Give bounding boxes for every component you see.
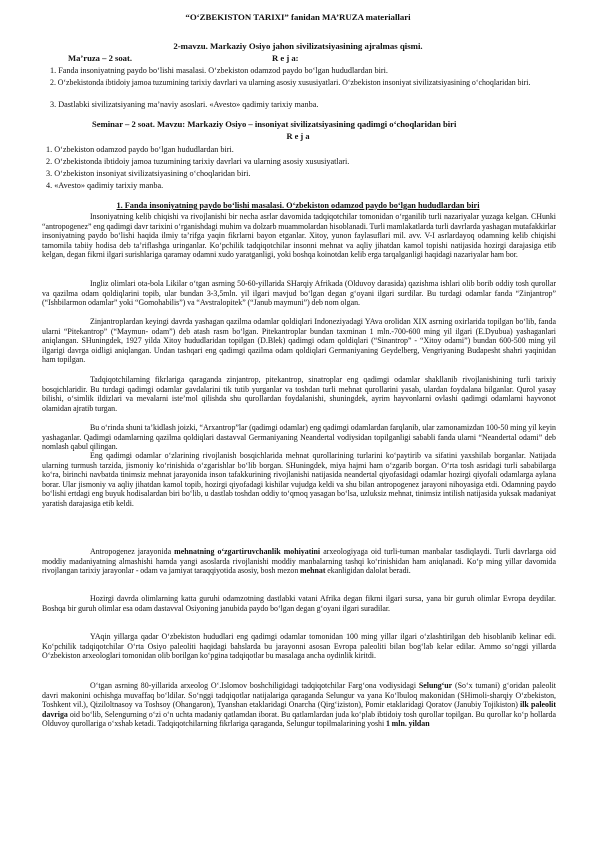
body-paragraph: Zinjantroplardan keyingi davrda yashagan qazilma odamlar qoldiqlari Indoneziyadagi YAva orolidan XIX asrning oxirlarida topilgan bo‘lib, fanda ularni “Pitekantrop” (“Maymun- odam”) deb atash rasm bo‘lgan. Pitekantroplar bundan taxminan 1 mln.-700-600 ming yil ilgari (E.Dyubua) yashaganlari aniqlangan. SHuningdek, 1927 yilda Xitoy hududlaridan topilgan (D.Blek) qadimgi odam qoldiqlari (“Sinantrop” - “Xitoy odami”) bundan 600-500 ming yil ilgarigi davrga oidligi aniqlangan. Undan tashqari eng qadimgi qazilma odam qoldiqlari Germaniyaning Geydelberg, Vengriyaning Budapesht shahri yaqinidan ham topilgan.	[42, 317, 556, 365]
body-paragraph: Bu o‘rinda shuni ta’kidlash joizki, “Arxantrop”lar (qadimgi odamlar) eng qadimgi odamlardan farqlanib, ular zamonamizdan 100-50 ming yil keyin yashaganlar. Qadimgi odamlarning qazilma qoldiqlari dastavval Germaniyaning Neandertal vodiysidan topilganligi sababli fanda ularni “Neandertal odami” deb nomlash qabul qilingan.	[42, 423, 556, 452]
lecture-hours: Ma’ruza – 2 soat.	[68, 53, 132, 63]
topic-heading: 2-mavzu. Markaziy Osiyo jahon sivilizatsiyasining ajralmas qismi.	[173, 41, 423, 51]
body-paragraph: Antropogenez jarayonida mehnatning o‘zgartiruvchanlik mohiyatini arxeologiyaga oid turli-tuman manbalar tasdiqlaydi. Turli davrlarga oid moddiy madaniyatning almashishi hamda yangi asoslarda rivojlanishi moddiy manbalarning tashqi ko‘rinishidan ham aniqlanadi. Ko‘p ming yillar davomida rivojlangan tarixiy jarayonlar - odam va jamiyat taraqqiyotida asosiy, bosh mezon mehnat ekanligidan dalolat beradi.	[42, 547, 557, 576]
seminar-item: 3. O‘zbekiston insoniyat sivilizatsiyasining o‘choqlaridan biri.	[46, 169, 251, 178]
seminar-plan-label: R e j a	[286, 132, 310, 141]
seminar-item: 1. O‘zbekiston odamzod paydo bo‘lgan hududlardan biri.	[46, 145, 234, 154]
body-paragraph: Ingliz olimlari ota-bola Likilar o‘tgan asrning 50-60-yillarida SHarqiy Afrikada (Olduvoy darasida) qazishma ishlari olib borib oddiy tosh qurollar va qazilma odam qoldiqlarini topib, ular bundan 3-3,5mln. yil ilgari mavjud bo‘lgan degan g‘oyani ilgari surdilar. Bu turdagi odamlar fanda “Zinjantrop” (“Ishbilarmon odamlar” yoki “Gomohabilis”) va “Avstralopitek” (“Janub maymuni”) deb nom olgan.	[42, 279, 556, 308]
body-paragraph: Insoniyatning kelib chiqishi va rivojlanishi bir necha asrlar davomida tadqiqotchilar tomonidan o‘rganilib turli nazariyalar yuzaga kelgan. CHunki “antropogenez” eng qadimgi davr tarixini o‘rganishdagi muhim va dolzarb muammolardan hisoblanadi. Turli mamlakatlarda turli davrlarda yashagan mutafakkirlar insoniyatning paydo bo‘lishi haqida ilmiy ta’rifga yaqin fikrlarni bayon etganlar. Xitoy, yunon faylasuflari mil. avv. V-I asrlardayoq odamning kelib chiqishi tamomila tabiiy hodisa deb ta’riflashga uringanlar. Ko‘pchilik tadqiqotchilar insonni mehnat va aqliy jihatdan kamol topishi natijasida hozirgi darajasiga etib kelgan, degan fikrni ilgari surishlariga qaramay odamni xudo yaratganligi, yoki boshqa koinotdan kelib erga tarqalganligi haqidagi nazariyalar ham bor.	[42, 212, 556, 260]
seminar-item: 4. «Avesto» qadimiy tarixiy manba.	[46, 181, 164, 190]
seminar-heading: Seminar – 2 soat. Mavzu: Markaziy Osiyo – insoniyat sivilizatsiyasining qadimgi o‘choqlaridan biri	[92, 119, 457, 129]
section-heading: 1. Fanda insoniyatning paydo bo‘lishi masalasi. O‘zbekiston odamzod paydo bo‘lgan hududlardan biri	[116, 201, 480, 210]
body-paragraph: Tadqiqotchilarning fikrlariga qaraganda zinjantrop, pitekantrop, sinatroplar eng qadimgi odamlar shakllanib rivojlanishining turli tarixiy bosqichlaridir. Bu turdagi qadimgi odamlar gavdalarini tik tutib yurganlar va toshdan turli mehnat qurollarini yasab, ulardan foydalana bilganlar. Qurol yasay bilishi, o‘simlik ildizlari va mevalarni iste’mol qilishda shu qurollardan foydalanishi, shuningdek, ayrim hayvonlarni ovlashi qadimgi odamlarni hayvonot olamidan ajratib turgan.	[42, 375, 556, 413]
body-paragraph: O‘tgan asrning 80-yillarida arxeolog O‘.Islomov boshchiligidagi tadqiqotchilar Farg‘ona vodiysidagi Selung‘ur (So‘x tumani) g‘oridan paleolit davri makonini ochishga muvaffaq bo‘ldilar. So‘nggi tadqiqotlar natijalariga qaraganda Selungur va yana Ko‘lbuloq makonidan (SHimoli-sharqiy O‘zbekiston, Toshkent vil.), Qiziloltnasoy va Toshsoy (Ohangaron), Tyanshan etaklaridagi Onarcha (Qirg‘iziston), Pomir etaklaridagi Qoratov (Janubiy Tojikiston) ilk paleolit davriga oid bo‘lib, Selengurning o‘zi o‘n uchta madaniy qatlamdan iborat. Bu qatlamlardan juda ko‘plab ibtidoiy tosh qurollar topilgan. Bu qurollar ko‘p hollarda Olduvoy qurollariga o‘xshab ketadi. Tadqiqotchilarning fikrlariga qaraganda, Selungur topilmalarining yoshi 1 mln. yildan	[42, 681, 556, 729]
plan-item: 2. O‘zbekistonda ibtidoiy jamoa tuzumining tarixiy davrlari va ularning asosiy xususiyatlari. O‘zbekiston insoniyat sivilizatsiyasining o‘choqlaridan biri.	[50, 78, 531, 87]
seminar-item: 2. O‘zbekistonda ibtidoiy jamoa tuzumining tarixiy davrlari va ularning asosiy xususiyatlari.	[46, 157, 350, 166]
plan-label: R e j a:	[272, 53, 299, 63]
body-paragraph: YAqin yillarga qadar O‘zbekiston hududlari eng qadimgi odamlar tomonidan 100 ming yillar ilgari o‘zlashtirilgan deb hisoblanib kelinar edi. Ko‘pchilik tadqiqotchilar O‘rta Osiyo paleoliti haqidagi bahslarda bu jarayonni asosan Evropa paleoliti bilan bog‘lab kelar edilar. Ammo so‘nggi yillarda O‘zbekiston arxeologlari tomonidan olib borilgan ko‘pgina tadqiqotlar bu masalaga ancha oydinlik kiritdi.	[42, 632, 556, 661]
plan-item: 1. Fanda insoniyatning paydo bo‘lishi masalasi. O‘zbekiston odamzod paydo bo‘lgan hududlardan biri.	[50, 66, 388, 75]
body-paragraph: Eng qadimgi odamlar o‘zlarining rivojlanish bosqichlarida mehnat qurollarining turlarini ko‘paytirib va sifatini yaxshilab borganlar. Natijada ularning turmush tarzida, jismoniy ko‘rinishida o‘zgarishlar bo‘lib borgan. SHuningdek, miya hajmi ham o‘zgarib borgan. O‘rta tosh asridagi turli sababilarga ko‘ra, birinchi navbatda tinimsiz mehnat jarayonida inson tafakkurining rivojlanishi natijasida neandertal qiyofasidagi odamlar hozirgi qiyofali odamlarga aylana borar. Ular jismoniy va aqliy jihatdan kamol topib, hozirgi qiyofadagi kishilar vujudga keldi va shu bilan antropogenez jarayoni nihoyasiga etdi. Odamning paydo bo‘lishi ertdagi eng buyuk hodisalardan biri bo‘lib, u dastlab toshdan oddiy to‘qmoq yasagan bo‘lsa, uzluksiz mehnat, tinimsiz intilish natijasida yuksak madaniyat yaratish darajasiga etib keldi.	[42, 451, 556, 508]
body-paragraph: Hozirgi davrda olimlarning katta guruhi odamzotning dastlabki vatani Afrika degan fikrni ilgari sursa, yana bir guruh olimlar Evropa deydilar. Boshqa bir guruh olimlar esa odam dastavval Osiyoning janubida paydo bo‘lgan degan g‘oyani ilgari suradilar.	[42, 594, 556, 613]
document-title: “O‘ZBEKISTON TARIXI” fanidan MA’RUZA materiallari	[185, 12, 411, 22]
plan-item: 3. Dastlabki sivilizatsiyaning ma’naviy asoslari. «Avesto» qadimiy tarixiy manba.	[50, 100, 319, 109]
